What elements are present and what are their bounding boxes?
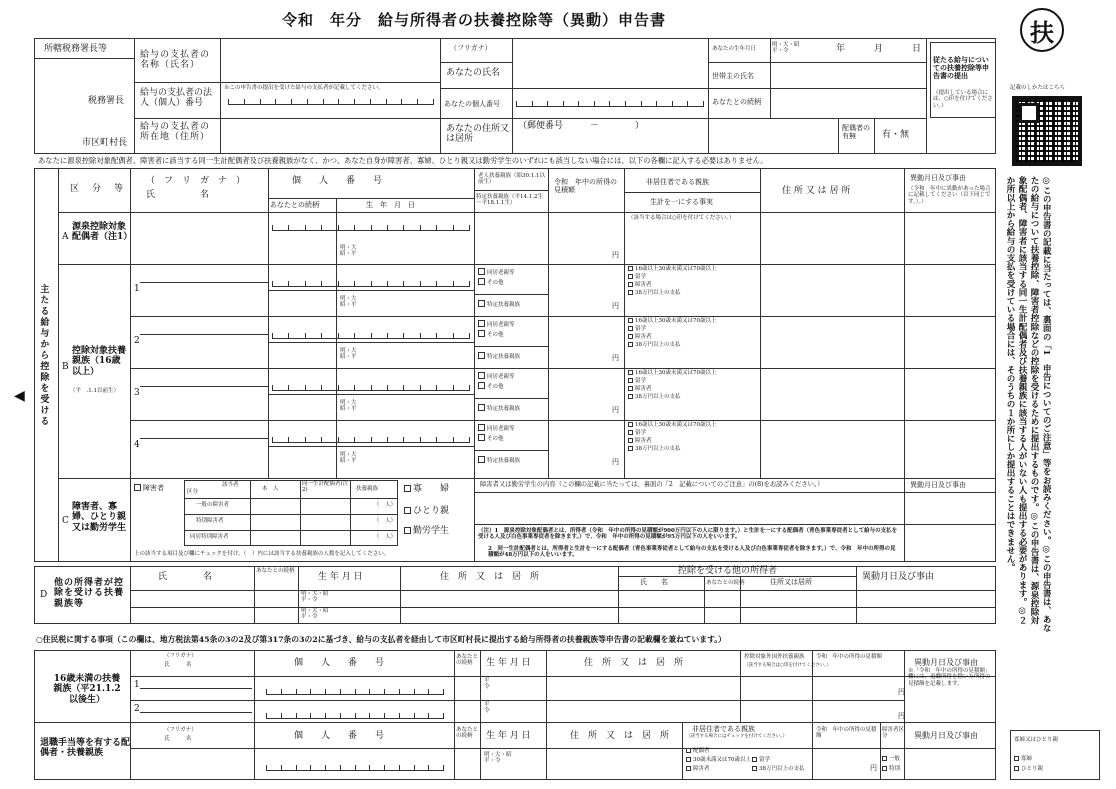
c-single-checkbox[interactable]: ひとり親 [404,506,449,516]
relation-field[interactable] [772,90,924,116]
col-relation: あなたとの続柄 [270,201,319,209]
d-col-other: 控除を受ける他の所得者 [678,566,778,576]
col-number: 個 人 番 号 [292,176,383,186]
b-opt-elderly[interactable]: 同居老親等 [478,268,515,276]
retire-nonres-spouse[interactable]: 配偶者 [686,748,710,754]
r-change: 異動月日及び事由 [914,658,978,667]
c-content-field[interactable] [476,494,902,522]
retire-number-boxes[interactable] [266,762,444,771]
d-col-address: 住 所 又 は 居 所 [440,572,540,582]
d-era-2[interactable]: 明・大・昭 平・令 [301,608,329,621]
arrow-left-icon: ◀ [14,388,25,404]
city-suffix: 市区町村長 [82,138,128,148]
b-nonres-age[interactable]: 16歳以上30歳未満又は70歳以上 [628,422,717,428]
r-furigana: （フリガナ） [164,653,197,659]
r-birth: 生 年 月 日 [486,658,531,668]
retire-income: 令和 年中の所得の見積額 [816,727,877,740]
col-elderly: 老人扶養親族（昭30.1.1以前生） [478,173,545,186]
c-note-2: 2 同一生計配偶者とは、所得者と生計を一にする配偶者（青色事業専従者として給与の支払を受ける人及び白色事業専従者を除きます。）で、令和 年中の所得の見積額が48万円以下の人をいいます。 [488,546,896,559]
r-foreign-note: （該当する場合は○印を付けてください。） [744,663,832,668]
b-opt-elderly[interactable]: 同居老親等 [478,424,515,432]
your-number-boxes[interactable] [516,98,704,107]
b-opt-elderly[interactable]: 同居老親等 [478,372,515,380]
your-address-label: あなたの住所又は居所 [446,124,510,145]
b-number-boxes[interactable] [272,278,470,287]
r-row-1: 1 [134,680,140,690]
payer-name-label: 給与の支払者の名称（氏名） [140,50,211,71]
b-era[interactable]: 明・大 昭・平 [340,348,357,361]
your-name-label: あなたの氏名 [446,68,501,78]
section-b-letter: B [62,362,69,372]
c-applicable: 該当者 [222,482,239,488]
tax-office-field[interactable] [36,60,132,116]
col-specific: 特定扶養親族（平14.1.2生～平18.1.1生） [476,194,543,207]
c-row-special: 特別障害者 [196,518,224,524]
b-address-field[interactable] [762,266,902,314]
c-person-1[interactable]: （ 人） [374,502,397,508]
spouse-options[interactable]: 有・無 [882,130,910,140]
r-row-2: 2 [134,704,140,714]
r-income: 令和 年中の所得の見積額 [816,654,883,660]
b-nonres-age[interactable]: 16歳以上30歳未満又は70歳以上 [628,318,717,324]
b-nonres-pay[interactable]: 38万円以上の支払 [628,290,681,296]
col-address: 住 所 又 は 居 所 [782,186,851,196]
b-yen: 円 [612,458,619,466]
b-era[interactable]: 明・大 昭・平 [340,400,357,413]
col-income: 令和 年中の所得の見積額 [554,178,617,195]
c-note-1: （注）1 源泉控除対象配偶者とは、所得者（令和 年中の所得の見積額が900万円以下の人に限ります。）と生計を一にする配偶者（青色事業専従者として給与の支払を受ける人及び白色事業専従者を除きます。）で、令和 年中の所得の見積額が95万円以下の人をいいます。 [478,528,898,541]
b-row-number: 4 [134,440,140,450]
b-opt-specific[interactable]: 特定扶養親族 [478,352,520,360]
r-number: 個 人 番 号 [294,658,385,668]
birth-era-options[interactable]: 明・大・昭 平・令 [772,42,800,55]
col-birth: 生 年 月 日 [366,201,415,209]
payer-number-note: ※この申告書の提出を受けた給与の支払者が記載してください。 [224,85,384,91]
r-side-note: ※「令和 年中の所得の見積額」欄には、退職所得を除いた所得の見積額を記載します。 [908,668,991,687]
payer-address-label: 給与の支払者の所在地（住所） [140,122,211,143]
r-era-2[interactable]: 平 令 [484,702,490,715]
payer-name-field[interactable] [222,40,438,80]
d-col-relation: あなたとの続柄 [256,568,295,574]
retire-single[interactable]: ひとり親 [1014,766,1043,772]
section-d-label: 他の所得者が控除を受ける扶養親族等 [54,578,125,609]
b-opt-elderly[interactable]: 同居老親等 [478,320,515,328]
retire-birth: 生 年 月 日 [486,731,531,741]
retire-number: 個 人 番 号 [294,731,385,741]
b-nonres-disabled[interactable]: 障害者 [628,282,652,288]
b-nonres-study[interactable]: 留学 [628,378,646,384]
d-col-other-name: 氏 名 [640,578,668,586]
furigana-label: （フリガナ） [450,44,492,52]
retire-nonres-pay[interactable]: 38万円以上の支払 [752,766,805,772]
b-number-boxes[interactable] [272,434,470,443]
tax-office-suffix: 税務署長 [88,96,125,106]
col-name: 氏 名 [146,190,210,200]
section-c-label: 障害者、寡婦、ひとり親又は勤労学生 [72,502,127,533]
retire-relation: あなたとの続柄 [456,727,479,740]
qr-code-icon[interactable] [1012,96,1082,166]
spouse-label: 配偶者の有無 [842,124,870,141]
retire-address: 住 所 又 は 居 所 [570,731,670,741]
c-same-spouse: 同一生計配偶者(注2) [302,481,349,494]
b-number-boxes[interactable] [272,330,470,339]
section-d-letter: D [40,590,48,600]
col-nonresident: 非居住者である親族 [646,178,709,186]
section-a-letter: A [62,232,69,242]
d-col-change: 異動月日及び事由 [862,572,935,582]
b-nonres-study[interactable]: 留学 [628,326,646,332]
b-yen: 円 [612,354,619,362]
retire-nonres-disabled[interactable]: 障害者 [686,766,710,772]
under16-label: 16歳未満の扶養親族（平21.1.2以後生） [53,674,121,705]
d-col-other-address: 住所又は居所 [770,578,812,586]
section-a-era[interactable]: 明・大 昭・平 [340,245,357,258]
r-foreign: 控除対象外国外扶養親族 [744,654,805,660]
side-notice-sub: （提出している場合には、○印を付けてください。） [933,90,993,109]
b-opt-other[interactable]: その他 [478,382,504,390]
payer-number-label: 給与の支払者の法人（個人）番号 [140,88,213,109]
col-category: 区 分 等 [70,184,126,194]
b-nonres-study[interactable]: 留学 [628,430,646,436]
b-era[interactable]: 明・大 昭・平 [340,296,357,309]
c-dependent: 扶養親族 [356,486,379,492]
your-name-field[interactable] [514,40,706,86]
b-row-number: 2 [134,336,140,346]
d-col-name: 氏 名 [158,572,213,582]
col-same-living: 生計を一にする事実 [650,198,713,206]
postal-code-field[interactable]: （郵便番号 － ） [518,121,645,131]
retire-nonres-study[interactable]: 留学 [752,757,770,763]
d-era-1[interactable]: 明・大・昭 平・令 [301,591,329,604]
b-nonres-pay[interactable]: 38万円以上の支払 [628,446,681,452]
b-opt-specific[interactable]: 特定扶養親族 [478,404,520,412]
left-section-label: 主たる給与から控除を受ける [38,284,49,427]
c-content-title: 障害者又は勤労学生の内容（この欄の記載に当たっては、裏面の「2 記載についてのご注意」の(8)をお読みください。） [480,481,824,488]
section-b-label: 控除対象扶養親族（16歳以上） [72,346,127,377]
your-number-label: あなたの個人番号 [444,100,500,108]
b-nonres-disabled[interactable]: 障害者 [628,386,652,392]
b-opt-specific[interactable]: 特定扶養親族 [478,300,520,308]
side-notice: 従たる給与についての扶養控除等申告書の提出 [933,55,989,81]
col-change-note: （令和 年中に異動があった場合に記載してください（以下同じです。）。） [908,186,991,205]
retire-furigana: （フリガナ） [164,727,197,733]
b-row-number: 3 [134,388,140,398]
section-a-note: （該当する場合は○印を付けてください。） [628,215,735,221]
b-opt-other[interactable]: その他 [478,278,504,286]
retire-nonres-age[interactable]: 30歳未満又は70歳以上 [686,757,751,763]
b-row-number: 1 [134,284,140,294]
c-change-label: 異動月日及び事由 [910,481,966,489]
b-address-field[interactable] [762,318,902,366]
c-row-general: 一般の障害者 [196,502,230,508]
r-yen-1: 円 [898,688,905,696]
tax-office-label: 所轄税務署長等 [44,44,108,54]
payer-address-field[interactable] [222,120,438,152]
col-change: 異動月日及び事由 [910,174,966,182]
householder-label: 世帯主の氏名 [712,72,754,80]
retire-disabled-kubun: 障害者区分 [882,727,905,740]
c-person-2[interactable]: （ 人） [374,518,397,524]
c-student-checkbox[interactable]: 勤労学生 [404,526,449,536]
b-nonres-disabled[interactable]: 障害者 [628,438,652,444]
retire-nonres: 非居住者である親族 [692,725,755,733]
c-disabled-checkbox[interactable]: 障害者 [134,484,164,492]
howto-label: 記載のしかたはこちら [1010,85,1066,91]
resident-table [34,650,996,780]
retire-nonres-note: （該当する場合にはチェックを付けてください。） [686,734,788,739]
section-a-name-field[interactable] [132,214,266,262]
month-label: 月 [874,44,884,54]
retire-change: 異動月日及び事由 [914,731,978,740]
r-number-boxes-2[interactable] [266,710,444,719]
b-address-field[interactable] [762,370,902,418]
section-a-yen: 円 [612,251,619,259]
birthdate-label: あなたの生年月日 [712,46,757,52]
section-b-sub: （平 .1.1以前生） [70,388,119,394]
c-self: 本 人 [262,486,279,492]
r-relation: あなたとの続柄 [456,654,479,667]
c-kubun: 区分 [187,489,199,495]
retire-widow[interactable]: 寡婦 [1014,756,1032,762]
b-nonres-age[interactable]: 16歳以上30歳未満又は70歳以上 [628,266,717,272]
b-opt-specific[interactable]: 特定扶養親族 [478,456,520,464]
r-name: 氏 名 [164,662,192,668]
c-person-3[interactable]: （ 人） [374,534,397,540]
b-nonres-age[interactable]: 16歳以上30歳未満又は70歳以上 [628,370,717,376]
right-notes: ◎この申告書の記載に当たっては、裏面の「1 申告についてのご注意」等をお読みください。◎この申告書は、あなたの給与について扶養控除、障害者控除などの控除を受けるために提出するものです。◎この申告書は、源泉控除対象配偶者、障害者に該当する同一生計配偶者及び扶養親族に該当する人がいない人も提出する必要があります。◎２か所以上から給与の支払を受けている場合には、そのうちの１か所にしか提出することはできません。 [1005,176,1052,632]
r-yen-2: 円 [898,712,905,720]
section-c-letter: C [62,516,69,526]
relation-label: あなたとの続柄 [712,98,761,106]
r-address: 住 所 又 は 居 所 [584,658,684,668]
retire-label: 退職手当等を有する配偶者・扶養親族 [40,738,131,759]
payer-number-boxes[interactable] [228,96,434,105]
fu-badge-icon: 扶 [1020,8,1064,52]
notice-text: あなたに源泉控除対象配偶者、障害者に該当する同一生計配偶者及び扶養親族がなく、かつ、あなた自身が障害者、寡婦、ひとり親又は勤労学生のいずれにも該当しない場合には、以下の各欄に記入する必要はありません。 [38,156,768,165]
resident-title: ○住民税に関する事項（この欄は、地方税法第45条の3の2及び第317条の3の2に基づき、給与の支払者を経由して市区町村長に提出する給与所得者の扶養親族等申告書の記載欄を兼ねています。） [36,635,726,644]
c-row-cohabit: 同居特別障害者 [190,534,229,540]
retire-widow-single: 寡婦又はひとり親 [1014,737,1059,743]
b-nonres-study[interactable]: 留学 [628,274,646,280]
b-yen: 円 [612,406,619,414]
c-widow-checkbox[interactable]: 寡 婦 [404,484,449,494]
householder-field[interactable] [772,64,924,86]
b-opt-other[interactable]: その他 [478,330,504,338]
b-yen: 円 [612,302,619,310]
r-era-1[interactable]: 平 令 [484,678,490,691]
retire-era[interactable]: 明・大・昭 平・令 [484,752,512,765]
form-title: 令和 年分 給与所得者の扶養控除等（異動）申告書 [282,11,667,29]
day-label: 日 [912,44,922,54]
b-number-boxes[interactable] [272,382,470,391]
b-opt-other[interactable]: その他 [478,434,504,442]
b-nonres-disabled[interactable]: 障害者 [628,334,652,340]
retire-name: 氏 名 [164,736,192,742]
retire-disabled-special[interactable]: 特別 [882,766,900,772]
retire-disabled-general[interactable]: 一般 [882,756,900,762]
b-nonres-pay[interactable]: 38万円以上の支払 [628,394,681,400]
b-address-field[interactable] [762,422,902,476]
b-era[interactable]: 明・大 昭・平 [340,452,357,465]
year-label: 年 [836,44,846,54]
d-col-other-relation: あなたとの続柄 [706,580,745,586]
d-col-birth: 生 年 月 日 [318,572,363,582]
c-check-note: 上の該当する項目及び欄にチェックを付け、（ ）内には該当する扶養親族の人数を記入してください。 [134,551,390,557]
col-furigana: （ フ リ ガ ナ ） [146,176,246,186]
section-a-label: 源泉控除対象配偶者（注1） [72,222,133,243]
r-number-boxes-1[interactable] [266,686,444,695]
retire-yen: 円 [870,764,877,772]
section-a-number-boxes[interactable] [272,222,470,231]
b-nonres-pay[interactable]: 38万円以上の支払 [628,342,681,348]
